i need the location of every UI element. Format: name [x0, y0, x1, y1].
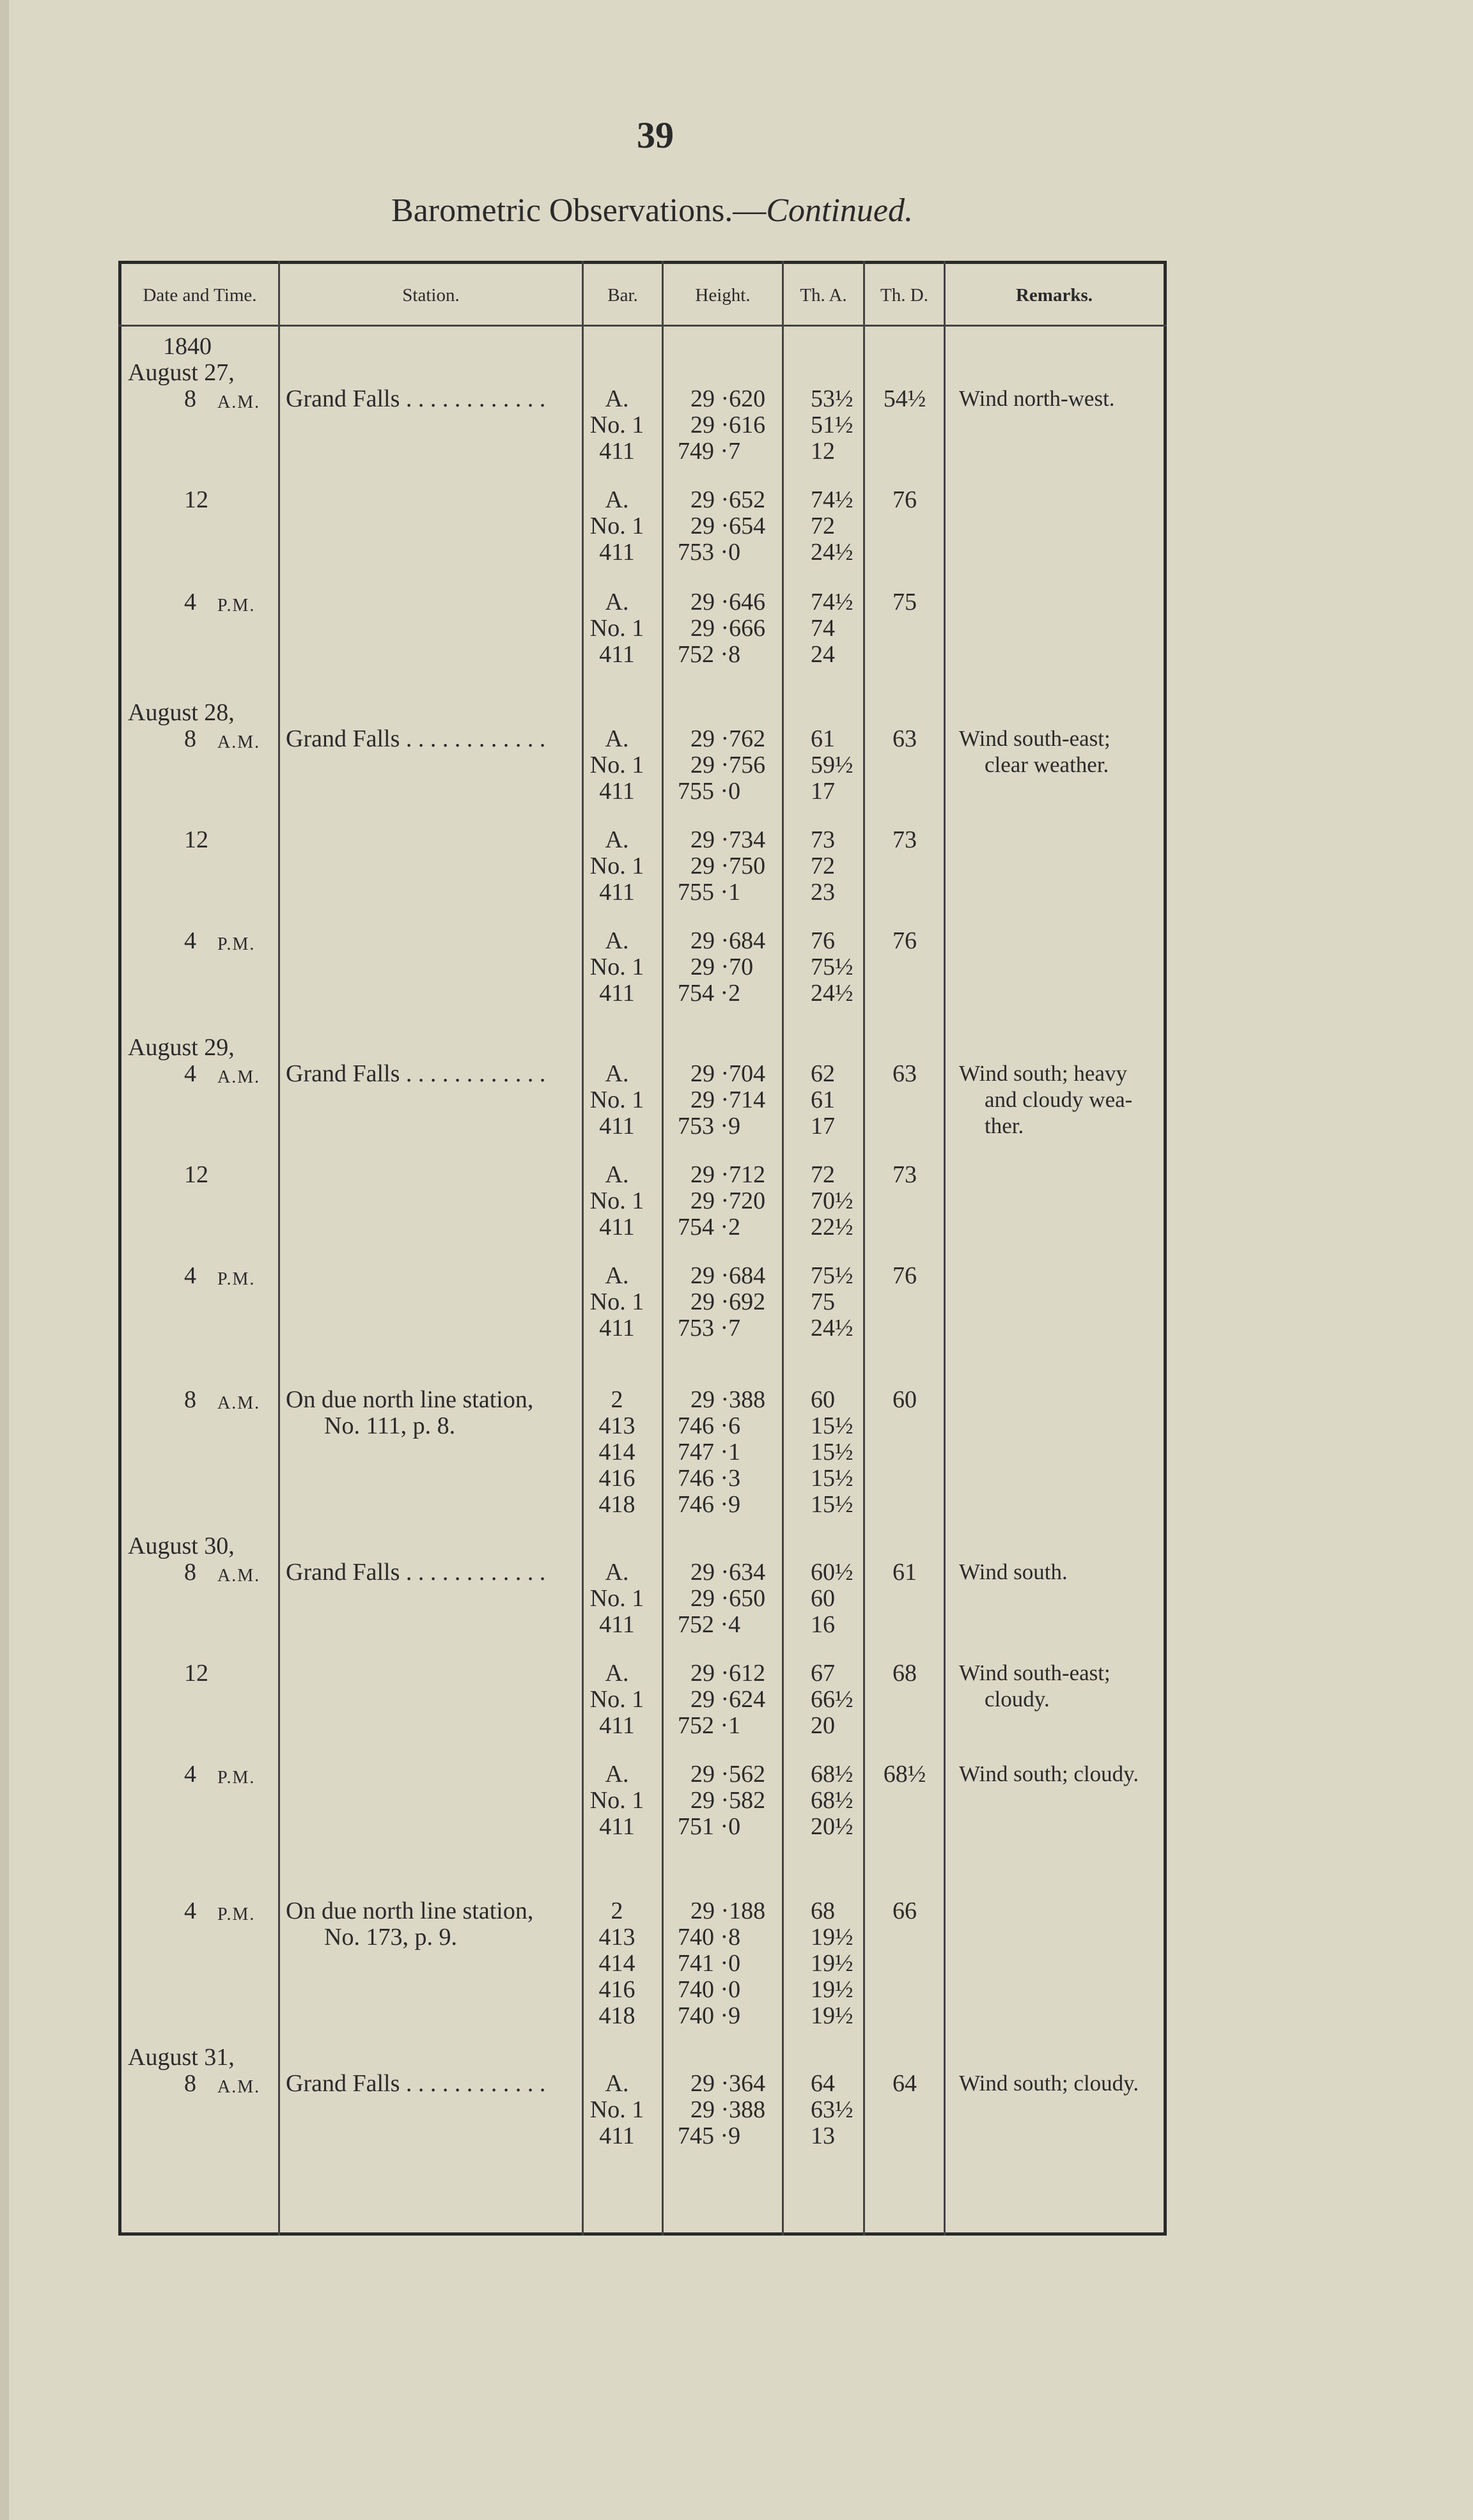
th-a-value: 15½: [811, 1439, 853, 1465]
th-a-value: 68½: [811, 1761, 853, 1788]
height-value: 29 ·634: [690, 1559, 766, 1586]
th-a-value: 22½: [811, 1214, 853, 1241]
barometer-id: A.: [605, 927, 629, 954]
height-value: 751 ·0: [678, 1813, 741, 1840]
barometer-id: No. 1: [589, 954, 644, 980]
barometer-id: A.: [605, 725, 629, 752]
barometer-id: A.: [605, 1262, 629, 1289]
time-value: 4: [184, 1898, 196, 1924]
height-value: 29 ·714: [690, 1086, 766, 1113]
th-a-value: 12: [811, 438, 835, 465]
barometer-id: No. 1: [589, 1787, 644, 1814]
time-period: A.M.: [217, 2077, 261, 2097]
remark-text: clear weather.: [985, 752, 1109, 777]
height-value: 29 ·720: [690, 1187, 766, 1214]
column-rule: [782, 261, 784, 2236]
barometer-id: No. 1: [589, 2096, 644, 2123]
barometer-id: 411: [599, 1712, 635, 1739]
barometer-id: No. 1: [589, 853, 644, 879]
barometer-id: 411: [599, 539, 635, 566]
barometer-id: 418: [598, 2002, 635, 2029]
header-station: Station.: [402, 285, 460, 305]
th-a-value: 19½: [811, 1924, 853, 1951]
barometer-id: 411: [599, 1315, 635, 1341]
header-th-a: Th. A.: [800, 285, 847, 305]
time-period: A.M.: [217, 732, 261, 752]
height-value: 755 ·1: [678, 879, 741, 906]
height-value: 749 ·7: [678, 438, 741, 465]
height-value: 29 ·562: [690, 1761, 766, 1788]
th-a-value: 16: [811, 1611, 835, 1638]
barometer-id: 414: [598, 1950, 635, 1977]
height-value: 754 ·2: [678, 980, 741, 1007]
height-value: 753 ·9: [678, 1113, 741, 1140]
th-a-value: 15½: [811, 1465, 853, 1492]
th-d-value: 61: [892, 1559, 917, 1586]
th-d-value: 73: [892, 826, 917, 853]
th-a-value: 68: [811, 1898, 835, 1924]
barometer-id: No. 1: [589, 1288, 644, 1315]
th-a-value: 61: [811, 1086, 835, 1113]
time-period: A.M.: [217, 1566, 261, 1586]
height-value: 29 ·654: [690, 513, 766, 539]
th-a-value: 20½: [811, 1813, 853, 1840]
column-rule: [662, 261, 664, 2236]
th-a-value: 76: [811, 927, 835, 954]
th-a-value: 75: [811, 1288, 835, 1315]
time-value: 12: [184, 1660, 208, 1687]
barometer-id: No. 1: [589, 615, 644, 642]
th-a-value: 24½: [811, 980, 853, 1007]
height-value: 755 ·0: [678, 778, 741, 805]
height-value: 29 ·624: [690, 1686, 766, 1713]
height-value: 29 ·704: [690, 1060, 766, 1087]
header-rule: [118, 325, 1167, 327]
time-value: 4: [184, 1060, 196, 1087]
th-a-value: 60½: [811, 1559, 853, 1586]
remark-text: Wind south-east;: [959, 1660, 1111, 1685]
barometer-id: A.: [605, 589, 629, 615]
th-a-value: 24½: [811, 1315, 853, 1341]
title-continued: Continued.: [766, 192, 913, 229]
th-a-value: 59½: [811, 752, 853, 778]
time-period: A.M.: [217, 392, 261, 412]
th-a-value: 51½: [811, 412, 853, 438]
th-a-value: 19½: [811, 2002, 853, 2029]
th-a-value: 17: [811, 778, 835, 805]
barometer-id: 418: [598, 1491, 635, 1518]
barometer-id: No. 1: [589, 1187, 644, 1214]
th-a-value: 62: [811, 1060, 835, 1087]
th-d-value: 76: [892, 486, 917, 513]
height-value: 745 ·9: [678, 2122, 741, 2149]
date-label: August 28,: [128, 699, 235, 726]
time-value: 12: [184, 486, 208, 513]
th-a-value: 19½: [811, 1976, 853, 2003]
station-name: Grand Falls . . . . . . . . . . . .: [286, 1559, 546, 1586]
station-name: No. 111, p. 8.: [324, 1412, 456, 1439]
height-value: 29 ·712: [690, 1161, 766, 1188]
column-rule: [582, 261, 584, 2236]
th-a-value: 74½: [811, 589, 853, 615]
barometer-id: A.: [605, 826, 629, 853]
th-d-value: 66: [892, 1898, 917, 1924]
barometer-id: A.: [605, 1060, 629, 1087]
th-a-value: 67: [811, 1660, 835, 1687]
barometer-id: A.: [605, 1161, 629, 1188]
barometer-id: A.: [605, 1559, 629, 1586]
date-label: August 30,: [128, 1533, 235, 1559]
barometer-id: 411: [599, 641, 635, 668]
height-value: 29 ·652: [690, 486, 766, 513]
remark-text: Wind south; heavy: [959, 1061, 1127, 1086]
barometer-id: A.: [605, 1761, 629, 1788]
height-value: 752 ·8: [678, 641, 741, 668]
barometer-id: 411: [599, 2122, 635, 2149]
title-main: Barometric Observations.—: [391, 192, 767, 229]
height-value: 29 ·750: [690, 853, 766, 879]
barometer-id: 411: [599, 1214, 635, 1241]
height-value: 754 ·2: [678, 1214, 741, 1241]
remark-text: and cloudy wea-: [985, 1087, 1133, 1112]
time-value: 4: [184, 927, 196, 954]
time-period: P.M.: [217, 1269, 256, 1289]
barometer-id: A.: [605, 1660, 629, 1687]
time-value: 12: [184, 826, 208, 853]
time-value: 8: [184, 385, 196, 412]
th-a-value: 23: [811, 879, 835, 906]
height-value: 29 ·666: [690, 615, 766, 642]
barometer-id: No. 1: [589, 752, 644, 778]
barometer-id: 416: [598, 1465, 635, 1492]
th-a-value: 73: [811, 826, 835, 853]
time-value: 4: [184, 1262, 196, 1289]
th-d-value: 60: [892, 1386, 917, 1413]
barometer-id: No. 1: [589, 1585, 644, 1612]
barometer-id: 411: [599, 438, 635, 465]
time-value: 8: [184, 725, 196, 752]
height-value: 29 ·188: [690, 1898, 766, 1924]
remark-text: Wind north-west.: [959, 386, 1115, 411]
height-value: 29 ·650: [690, 1585, 766, 1612]
th-d-value: 73: [892, 1161, 917, 1188]
th-a-value: 75½: [811, 954, 853, 980]
column-rule: [944, 261, 946, 2236]
header-height: Height.: [695, 285, 751, 305]
height-value: 29 ·734: [690, 826, 766, 853]
height-value: 740 ·8: [678, 1924, 741, 1951]
barometer-id: A.: [605, 2070, 629, 2097]
barometer-id: 411: [599, 1113, 635, 1140]
th-a-value: 72: [811, 513, 835, 539]
height-value: 29 ·70: [690, 954, 754, 980]
remark-text: ther.: [985, 1113, 1024, 1138]
barometer-id: 411: [599, 879, 635, 906]
th-a-value: 53½: [811, 385, 853, 412]
station-name: Grand Falls . . . . . . . . . . . .: [286, 1060, 546, 1087]
th-a-value: 72: [811, 853, 835, 879]
height-value: 29 ·582: [690, 1787, 766, 1814]
th-a-value: 60: [811, 1386, 835, 1413]
time-period: A.M.: [217, 1393, 261, 1413]
th-a-value: 17: [811, 1113, 835, 1140]
th-a-value: 24½: [811, 539, 853, 566]
station-name: Grand Falls . . . . . . . . . . . .: [286, 725, 546, 752]
remark-text: Wind south; cloudy.: [959, 2071, 1139, 2096]
th-a-value: 74: [811, 615, 835, 642]
date-label: 1840: [163, 333, 212, 360]
barometer-id: 411: [599, 980, 635, 1007]
time-value: 12: [184, 1161, 208, 1188]
time-period: A.M.: [217, 1067, 261, 1087]
remark-text: Wind south; cloudy.: [959, 1761, 1139, 1786]
header-date: Date and Time.: [143, 285, 257, 305]
th-d-value: 76: [892, 927, 917, 954]
th-a-value: 61: [811, 725, 835, 752]
barometer-id: 414: [598, 1439, 635, 1465]
height-value: 29 ·684: [690, 1262, 766, 1289]
barometer-id: No. 1: [589, 412, 644, 438]
height-value: 29 ·388: [690, 1386, 766, 1413]
date-label: August 29,: [128, 1034, 235, 1061]
time-period: P.M.: [217, 1768, 256, 1788]
barometer-id: 411: [599, 1813, 635, 1840]
time-value: 4: [184, 589, 196, 615]
height-value: 29 ·684: [690, 927, 766, 954]
height-value: 29 ·756: [690, 752, 766, 778]
th-a-value: 64: [811, 2070, 835, 2097]
header-bar: Bar.: [607, 285, 638, 305]
height-value: 29 ·692: [690, 1288, 766, 1315]
time-value: 8: [184, 1559, 196, 1586]
barometer-id: No. 1: [589, 1686, 644, 1713]
th-a-value: 13: [811, 2122, 835, 2149]
barometer-id: No. 1: [589, 513, 644, 539]
remark-text: Wind south.: [959, 1559, 1068, 1584]
barometer-id: 2: [611, 1898, 623, 1924]
th-a-value: 74½: [811, 486, 853, 513]
barometer-id: 413: [598, 1924, 635, 1951]
height-value: 29 ·646: [690, 589, 766, 615]
time-period: P.M.: [217, 596, 256, 615]
time-value: 8: [184, 1386, 196, 1413]
header-remarks: Remarks.: [1015, 285, 1093, 305]
th-a-value: 66½: [811, 1686, 853, 1713]
header-th-d: Th. D.: [880, 285, 928, 305]
height-value: 29 ·612: [690, 1660, 766, 1687]
barometer-id: 411: [599, 1611, 635, 1638]
th-d-value: 68½: [883, 1761, 926, 1788]
height-value: 752 ·1: [678, 1712, 741, 1739]
barometer-id: 413: [598, 1412, 635, 1439]
th-a-value: 63½: [811, 2096, 853, 2123]
date-label: August 31,: [128, 2044, 235, 2071]
page-number: 39: [637, 114, 674, 156]
barometer-id: 2: [611, 1386, 623, 1413]
station-name: Grand Falls . . . . . . . . . . . .: [286, 385, 546, 412]
height-value: 29 ·762: [690, 725, 766, 752]
th-d-value: 64: [892, 2070, 917, 2097]
th-a-value: 72: [811, 1161, 835, 1188]
th-a-value: 20: [811, 1712, 835, 1739]
height-value: 746 ·3: [678, 1465, 741, 1492]
barometer-id: 411: [599, 778, 635, 805]
th-a-value: 60: [811, 1585, 835, 1612]
barometer-id: 416: [598, 1976, 635, 2003]
barometer-id: A.: [605, 385, 629, 412]
height-value: 747 ·1: [678, 1439, 741, 1465]
height-value: 746 ·9: [678, 1491, 741, 1518]
page-title: [0, 192, 1304, 229]
height-value: 29 ·616: [690, 412, 766, 438]
height-value: 752 ·4: [678, 1611, 741, 1638]
remark-text: cloudy.: [985, 1687, 1050, 1712]
height-value: 746 ·6: [678, 1412, 741, 1439]
time-period: P.M.: [217, 934, 256, 954]
height-value: 753 ·7: [678, 1315, 741, 1341]
th-a-value: 15½: [811, 1412, 853, 1439]
height-value: 741 ·0: [678, 1950, 741, 1977]
station-name: No. 173, p. 9.: [324, 1924, 457, 1951]
th-a-value: 15½: [811, 1491, 853, 1518]
height-value: 740 ·0: [678, 1976, 741, 2003]
column-rule: [863, 261, 865, 2236]
th-d-value: 68: [892, 1660, 917, 1687]
height-value: 740 ·9: [678, 2002, 741, 2029]
station-name: On due north line station,: [286, 1898, 534, 1924]
height-value: 29 ·620: [690, 385, 766, 412]
th-d-value: 75: [892, 589, 917, 615]
barometer-id: No. 1: [589, 1086, 644, 1113]
th-d-value: 63: [892, 1060, 917, 1087]
remark-text: Wind south-east;: [959, 726, 1111, 751]
th-a-value: 24: [811, 641, 835, 668]
th-a-value: 68½: [811, 1787, 853, 1814]
th-a-value: 19½: [811, 1950, 853, 1977]
date-label: August 27,: [128, 359, 235, 386]
height-value: 29 ·388: [690, 2096, 766, 2123]
th-d-value: 63: [892, 725, 917, 752]
th-a-value: 70½: [811, 1187, 853, 1214]
height-value: 753 ·0: [678, 539, 741, 566]
th-d-value: 54½: [883, 385, 926, 412]
th-a-value: 75½: [811, 1262, 853, 1289]
page-edge: [0, 0, 9, 2520]
station-name: On due north line station,: [286, 1386, 534, 1413]
station-name: Grand Falls . . . . . . . . . . . .: [286, 2070, 546, 2097]
height-value: 29 ·364: [690, 2070, 766, 2097]
time-value: 4: [184, 1761, 196, 1788]
time-period: P.M.: [217, 1905, 256, 1924]
column-rule: [278, 261, 280, 2236]
barometer-id: A.: [605, 486, 629, 513]
time-value: 8: [184, 2070, 196, 2097]
th-d-value: 76: [892, 1262, 917, 1289]
